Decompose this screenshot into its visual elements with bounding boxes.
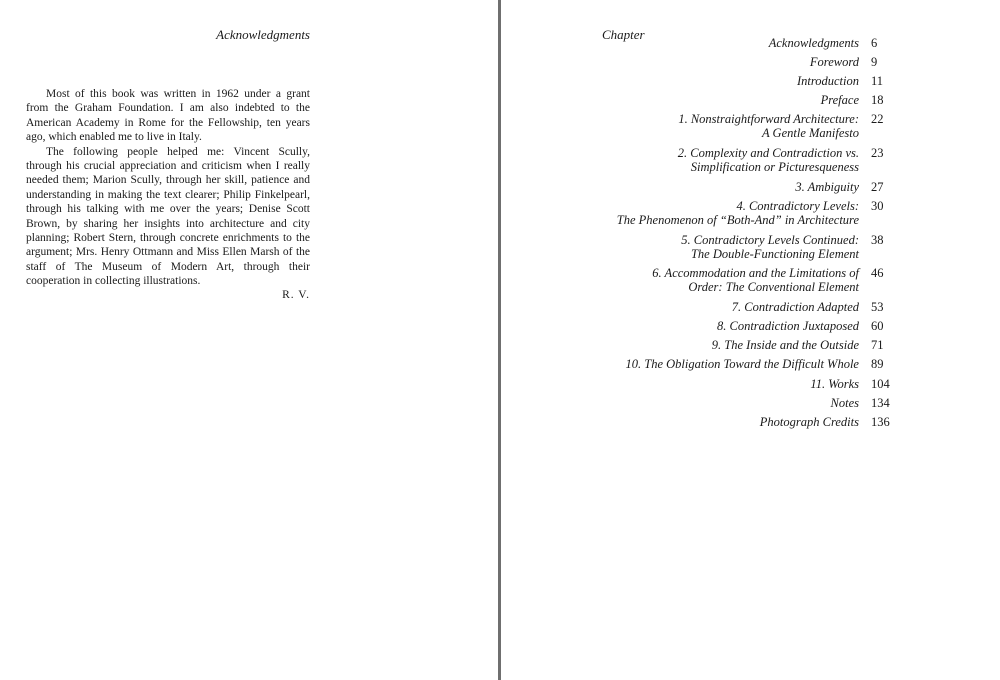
toc-entry-title: 6. Accommodation and the Limitations of Order: The Conventional Element	[652, 266, 859, 294]
toc-entry-title: 1. Nonstraightforward Architecture: A Gentle Manifesto	[678, 112, 859, 140]
toc-entry-page: 134	[871, 396, 890, 410]
toc-entry-page: 89	[871, 357, 884, 371]
toc-entry-title: 11. Works	[810, 377, 859, 391]
toc-entry-title: 2. Complexity and Contradiction vs. Simplification or Picturesqueness	[677, 146, 859, 174]
right-page	[501, 0, 1000, 680]
toc-entry-page: 23	[871, 146, 884, 160]
toc-entry-page: 38	[871, 233, 884, 247]
acknowledgments-heading: Acknowledgments	[216, 27, 310, 42]
left-page	[0, 0, 498, 680]
toc-chapter-heading: Chapter	[602, 27, 645, 42]
toc-entry-title: 10. The Obligation Toward the Difficult Whole	[625, 357, 859, 371]
acknowledgments-paragraph: Most of this book was written in 1962 under a grant from the Graham Foundation. I am also indebted to the American Academy in Rome for the Fellowship, ten years ago, which enabled me to live in Italy.	[26, 88, 310, 144]
toc-entry-page: 71	[871, 338, 884, 352]
toc-entry-page: 27	[871, 180, 884, 194]
toc-entry-title: Introduction	[796, 74, 859, 88]
toc-entry-title: Foreword	[809, 55, 859, 69]
toc-entry-page: 11	[871, 74, 884, 88]
toc-entry-page: 104	[871, 377, 890, 391]
toc-entry-page: 30	[871, 199, 884, 213]
toc-entry-title: Photograph Credits	[759, 415, 859, 429]
toc-entry-page: 53	[871, 300, 884, 314]
toc-entry-title: 5. Contradictory Levels Continued: The Double-Functioning Element	[681, 233, 859, 261]
toc-entry-page: 60	[871, 319, 884, 333]
toc-entry-page: 136	[871, 415, 890, 429]
toc-entry-page: 46	[871, 266, 884, 280]
toc-entry-page: 6	[871, 36, 878, 50]
toc-entry-title: 8. Contradiction Juxtaposed	[717, 319, 859, 333]
toc-entry-title: Preface	[820, 93, 859, 107]
toc-entry-title: 4. Contradictory Levels: The Phenomenon of “Both-And” in Architecture	[616, 199, 859, 227]
toc-entry-title: 7. Contradiction Adapted	[731, 300, 859, 314]
toc-entry-title: 9. The Inside and the Outside	[711, 338, 859, 352]
toc-entry-title: 3. Ambiguity	[795, 180, 859, 194]
toc-entry-page: 22	[871, 112, 884, 126]
acknowledgments-paragraph: The following people helped me: Vincent Scully, through his crucial appreciation and criticism when I really needed them; Marion Scully, through her skill, patience and understanding in making the text clearer; Philip Finkelpearl, through his talking with me over the years; Denise Scott Brown, by sharing her insights into architecture and city planning; Robert Stern, through concrete enrichments to the argument; Mrs. Henry Ottmann and Miss Ellen Marsh of the staff of The Museum of Modern Art, through their cooperation in collecting illustrations.	[26, 145, 310, 288]
author-initials: R. V.	[282, 289, 310, 301]
toc-entry-title: Acknowledgments	[768, 36, 859, 50]
toc-entry-title: Notes	[830, 396, 859, 410]
acknowledgments-body	[26, 87, 310, 289]
toc-entry-page: 18	[871, 93, 884, 107]
toc-entry-page: 9	[871, 55, 878, 69]
